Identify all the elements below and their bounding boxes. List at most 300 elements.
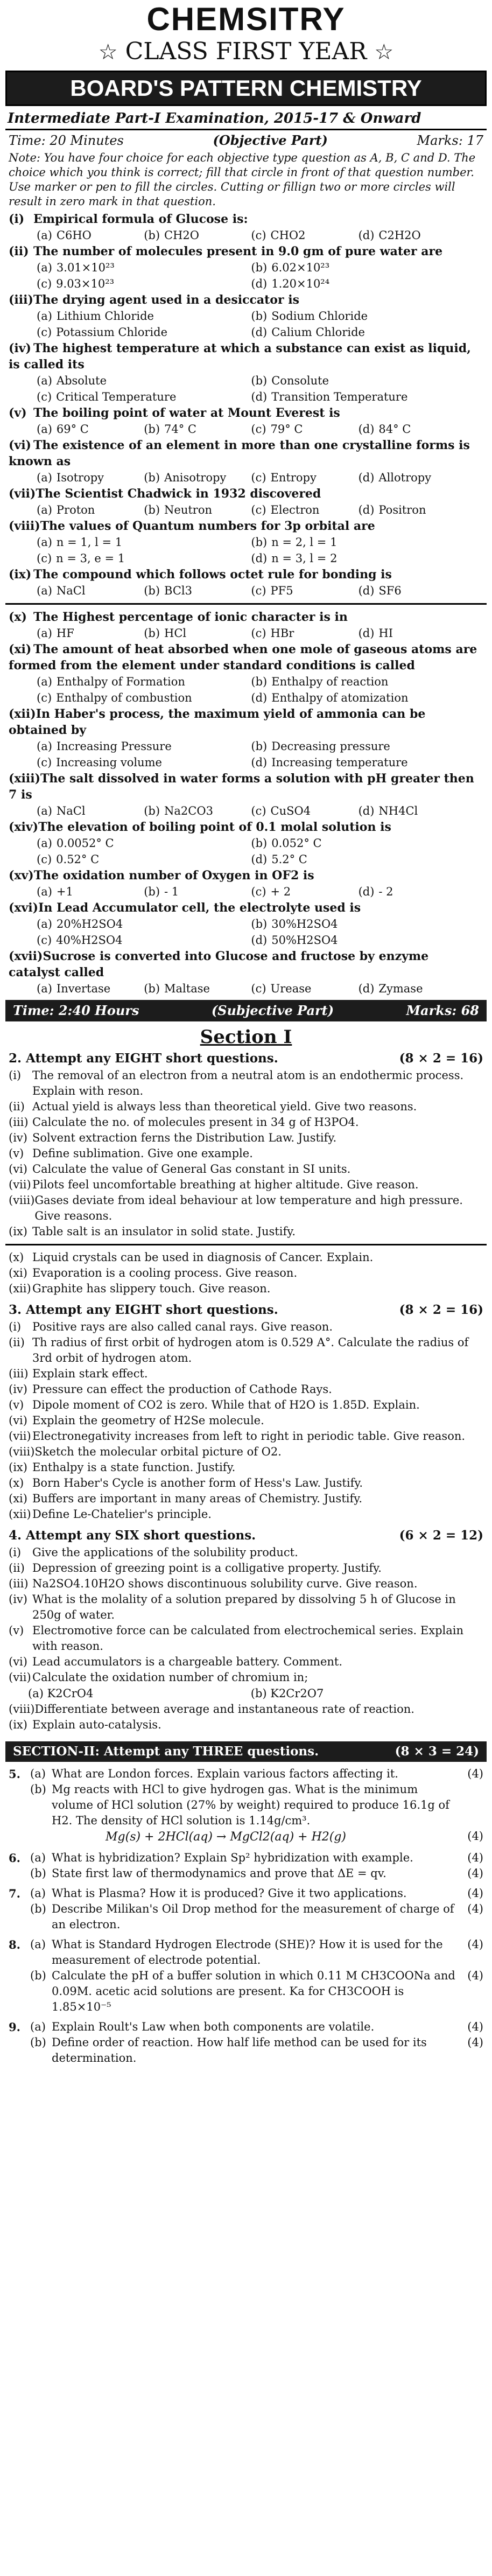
mcq-option <box>251 738 465 754</box>
item-text: Enthalpy is a state function. Justify. <box>32 1461 236 1474</box>
mcq-options <box>9 308 483 340</box>
mcq-number: (vii) <box>9 487 36 501</box>
section2-title: SECTION-II: Attempt any THREE questions. <box>13 1744 319 1759</box>
mcq-number: (ii) <box>9 244 29 258</box>
option-text: Anisotropy <box>164 471 227 484</box>
part-label: (a) <box>30 2020 46 2033</box>
option-label: (c) <box>251 423 266 436</box>
question-marks: (8 × 2 = 16) <box>399 1303 483 1317</box>
option-label: (d) <box>358 804 375 817</box>
short-question-item <box>0 1335 492 1366</box>
option-text: SF6 <box>378 584 402 597</box>
mcq-option <box>37 227 144 243</box>
long-question-number: 9. <box>9 2020 20 2034</box>
item-number: (iv) <box>9 1131 27 1144</box>
mcq-number: (vi) <box>9 438 31 452</box>
section2-bar <box>5 1741 487 1762</box>
short-question-head <box>0 1527 492 1545</box>
long-question-item <box>0 1901 492 1933</box>
item-number: (v) <box>9 1624 24 1637</box>
item-number: (x) <box>9 1476 24 1489</box>
mcq-stem <box>9 292 483 308</box>
spacer <box>0 2015 492 2019</box>
option-text: Isotropy <box>56 471 104 484</box>
option-text: NaCl <box>56 584 86 597</box>
long-question-number <box>9 1866 30 1881</box>
mcq-text: The drying agent used in a desiccator is <box>33 293 299 307</box>
long-question-item <box>0 1866 492 1881</box>
mcq-stem <box>9 948 483 981</box>
option-text: NH4Cl <box>378 804 418 817</box>
long-question-item <box>0 1850 492 1866</box>
option-text: 30%H2SO4 <box>271 918 338 930</box>
option-text: 6.02×10²³ <box>271 261 330 274</box>
option-text: HCl <box>164 627 187 640</box>
mcq-stem <box>9 566 483 583</box>
option-label: (b) <box>251 740 268 753</box>
mcq-option <box>359 625 466 641</box>
mcq-option <box>37 260 251 276</box>
item-text: Calculate the no. of molecules present in 34 g of H3PO4. <box>32 1116 359 1129</box>
item-number: (x) <box>9 1251 24 1264</box>
short-question-item <box>0 1576 492 1592</box>
question-number: 2. <box>9 1051 22 1066</box>
item-number: (iii) <box>9 1367 29 1380</box>
option-text: Decreasing pressure <box>271 740 390 753</box>
option-label: (b) <box>251 374 268 387</box>
option-label: (c) <box>37 934 52 947</box>
option-text: 0.0052° C <box>56 837 114 850</box>
short-question-item <box>0 1224 492 1240</box>
mcq-option <box>37 851 251 867</box>
option-label: (a) <box>37 503 52 516</box>
mcq-question <box>0 243 492 292</box>
short-question-head <box>0 1301 492 1319</box>
short-question-item <box>0 1115 492 1130</box>
mcq-question <box>0 641 492 706</box>
spacer <box>0 1881 492 1886</box>
long-question-item <box>0 1766 492 1782</box>
option-text: Critical Temperature <box>56 390 177 403</box>
mcq-option <box>359 502 466 518</box>
option-text: 40%H2SO4 <box>56 934 123 947</box>
option-label: (b) <box>144 503 160 516</box>
option-text: Zymase <box>378 982 423 995</box>
long-question-marks: (4) <box>467 1938 483 1951</box>
mcq-option <box>251 260 465 276</box>
short-question-item <box>0 1623 492 1654</box>
class-label: CLASS FIRST YEAR <box>125 38 367 65</box>
option-text: - 2 <box>378 885 393 898</box>
mcq-stem <box>9 437 483 470</box>
item-text: Explain auto-catalysis. <box>32 1718 161 1731</box>
long-question-marks: (4) <box>467 1969 483 1982</box>
mcq-options <box>9 674 483 706</box>
mcq-option <box>37 803 144 819</box>
mcq-option <box>359 583 466 599</box>
mcq-option <box>251 851 465 867</box>
divider <box>5 1244 487 1245</box>
short-question-item <box>0 1654 492 1670</box>
option-text: HF <box>56 627 74 640</box>
mcq-question <box>0 211 492 243</box>
option-text: +1 <box>56 885 73 898</box>
class-subtitle <box>0 37 492 67</box>
mcq-option <box>37 754 251 771</box>
option-text: 3.01×10²³ <box>56 261 115 274</box>
mcq-option <box>251 389 465 405</box>
option-text: NaCl <box>56 804 86 817</box>
mcq-option <box>144 227 251 243</box>
mcq-number: (xiii) <box>9 772 41 786</box>
mcq-stem <box>9 867 483 884</box>
short-question-item <box>0 1429 492 1444</box>
option-label: (b) <box>144 423 160 436</box>
mcq-question <box>0 900 492 948</box>
short-question-item <box>0 1250 492 1265</box>
mcq-question <box>0 948 492 997</box>
short-question-item <box>0 1507 492 1522</box>
short-question-item <box>0 1265 492 1281</box>
mcq-question <box>0 706 492 771</box>
mcq-stem <box>9 706 483 738</box>
mcq-options <box>9 470 483 486</box>
item-text: Gases deviate from ideal behaviour at low temperature and high pressure. Give reasons. <box>34 1194 463 1222</box>
mcq-stem <box>9 609 483 625</box>
part-label: (b) <box>30 1969 46 1982</box>
option-label: (a) <box>37 584 52 597</box>
item-text: The removal of an electron from a neutral atom is an endothermic process. Explain with reson. <box>32 1069 464 1097</box>
long-question-item <box>0 1968 492 2015</box>
option-label: (b) <box>144 584 160 597</box>
option-text: n = 3, l = 2 <box>271 552 338 565</box>
option-text: Enthalpy of combustion <box>56 691 192 704</box>
mcq-options <box>9 227 483 243</box>
spacer <box>0 1733 492 1737</box>
mcq-list <box>0 211 492 997</box>
item-text: Th radius of first orbit of hydrogen atom is 0.529 A°. Calculate the radius of 3rd orbit of hydrogen atom. <box>32 1336 469 1364</box>
option-label: (a) <box>37 310 52 323</box>
mcq-question <box>0 609 492 641</box>
option-label: (b) <box>144 471 160 484</box>
mcq-option <box>251 835 465 851</box>
mcq-stem <box>9 405 483 421</box>
option-text: CHO2 <box>270 229 306 242</box>
short-question-item <box>0 1193 492 1224</box>
item-number: (i) <box>9 1546 22 1559</box>
long-question-marks: (4) <box>467 1887 483 1900</box>
option-text: Maltase <box>164 982 210 995</box>
item-text: Positive rays are also called canal rays. Give reason. <box>32 1320 333 1333</box>
option-label: (b) <box>144 982 160 995</box>
mcq-option <box>37 981 144 997</box>
item-number: (xii) <box>9 1508 31 1521</box>
part-label: (a) <box>30 1851 46 1864</box>
mcq-option <box>144 421 251 437</box>
section2-marks: (8 × 3 = 24) <box>395 1744 479 1759</box>
long-question-marks: (4) <box>467 1851 483 1864</box>
mcq-options <box>9 803 483 819</box>
item-number: (vii) <box>9 1671 31 1684</box>
option-label: (d) <box>251 277 268 290</box>
long-question-item <box>0 2019 492 2035</box>
mcq-number: (xvii) <box>9 949 43 963</box>
long-question-text: What is Standard Hydrogen Electrode (SHE)? How it is used for the measurement of electrode potential. <box>52 1938 443 1966</box>
option-label: (a) <box>37 675 52 688</box>
mcq-number: (xiv) <box>9 820 39 834</box>
short-question-item <box>0 1319 492 1335</box>
option-label: (a) <box>37 837 52 850</box>
mcq-text: The number of molecules present in 9.0 gm of pure water are <box>33 244 443 258</box>
mcq-option <box>359 470 466 486</box>
option-text: C2H2O <box>378 229 421 242</box>
objective-part: (Objective Part) <box>213 132 328 148</box>
mcq-option <box>251 803 358 819</box>
long-question-number <box>9 1829 30 1846</box>
mcq-option <box>251 421 358 437</box>
mcq-option <box>144 981 251 997</box>
option-text: 0.052° C <box>271 837 322 850</box>
option-label: (d) <box>251 853 268 866</box>
mcq-text: The salt dissolved in water forms a solution with pH greater then 7 is <box>9 772 474 802</box>
mcq-option <box>37 674 251 690</box>
short-question-title <box>9 1528 256 1544</box>
item-number: (xii) <box>9 1282 31 1295</box>
mcq-options <box>9 835 483 867</box>
mcq-stem <box>9 518 483 534</box>
divider <box>5 603 487 605</box>
item-text: Actual yield is always less than theoretical yield. Give two reasons. <box>32 1100 417 1113</box>
spacer <box>0 1933 492 1937</box>
long-question-item <box>0 2035 492 2066</box>
option-label: (a) <box>37 918 52 930</box>
mcq-question <box>0 819 492 867</box>
mcq-text: The existence of an element in more than one crystalline forms is known as <box>9 438 470 468</box>
mcq-text: The amount of heat absorbed when one mole of gaseous atoms are formed from the element under standard conditions is called <box>9 642 477 673</box>
sub-option: (b) K2Cr2O7 <box>250 1687 324 1700</box>
option-text: Enthalpy of reaction <box>271 675 389 688</box>
mcq-number: (xvi) <box>9 901 39 915</box>
mcq-question <box>0 437 492 486</box>
mcq-option <box>251 625 358 641</box>
mcq-option <box>251 502 358 518</box>
mcq-option <box>251 324 465 340</box>
item-number: (ii) <box>9 1100 25 1113</box>
item-number: (xi) <box>9 1266 27 1279</box>
option-text: Enthalpy of Formation <box>56 675 185 688</box>
option-text: 9.03×10²³ <box>56 277 115 290</box>
option-text: n = 1, l = 1 <box>56 536 123 549</box>
long-question-text: Mg(s) + 2HCl(aq) → MgCl2(aq) + H2(g) <box>106 1830 347 1844</box>
short-question-item <box>0 1717 492 1733</box>
question-instruction: Attempt any EIGHT short questions. <box>26 1303 278 1317</box>
long-question-number: 8. <box>9 1938 20 1951</box>
short-question-item <box>0 1545 492 1560</box>
option-text: Proton <box>56 503 95 516</box>
mcq-question <box>0 405 492 437</box>
long-question-number <box>9 1968 30 2015</box>
option-text: 74° C <box>164 423 196 436</box>
long-question-text: Calculate the pH of a buffer solution in which 0.11 M CH3COONa and 0.09M. acetic acid solutions are present. Ka for CH3COOH is 1.85×10⁻⁵ <box>52 1969 455 2013</box>
option-label: (b) <box>251 837 268 850</box>
mcq-option <box>251 308 465 324</box>
long-question-text: What is Plasma? How it is produced? Give it two applications. <box>52 1887 407 1900</box>
mcq-options <box>9 534 483 566</box>
option-text: HI <box>378 627 393 640</box>
long-questions <box>0 1766 492 2066</box>
long-question-marks: (4) <box>467 1830 483 1843</box>
option-text: Urease <box>270 982 312 995</box>
option-text: 20%H2SO4 <box>56 918 123 930</box>
mcq-question <box>0 518 492 566</box>
option-label: (c) <box>37 277 52 290</box>
item-number: (vii) <box>9 1430 31 1443</box>
long-question-marks: (4) <box>467 1867 483 1880</box>
short-question-item <box>0 1161 492 1177</box>
mcq-option <box>144 502 251 518</box>
question-marks: (6 × 2 = 12) <box>399 1528 483 1543</box>
mcq-option <box>359 803 466 819</box>
mcq-text: In Haber's process, the maximum yield of ammonia can be obtained by <box>9 707 426 737</box>
mcq-option <box>37 470 144 486</box>
long-question-item <box>0 1829 492 1846</box>
item-text: Evaporation is a cooling process. Give reason. <box>32 1266 298 1279</box>
mcq-number: (viii) <box>9 519 40 533</box>
item-number: (iv) <box>9 1383 27 1396</box>
item-text: Define sublimation. Give one example. <box>32 1147 253 1160</box>
option-label: (a) <box>37 471 52 484</box>
long-question-text: Mg reacts with HCl to give hydrogen gas. What is the minimum volume of HCl solution (27% by weight) required to produce 16.1g of H2. The density of HCl solution is 1.14g/cm³. <box>52 1783 449 1827</box>
mcq-options <box>9 260 483 292</box>
option-text: Na2CO3 <box>164 804 213 817</box>
sub-option: (a) K2CrO4 <box>28 1687 94 1700</box>
mcq-stem <box>9 486 483 502</box>
mcq-option <box>251 583 358 599</box>
option-text: 79° C <box>270 423 303 436</box>
option-text: Neutron <box>164 503 213 516</box>
mcq-option <box>251 932 465 948</box>
mcq-option <box>251 470 358 486</box>
part-label: (a) <box>30 1887 46 1900</box>
long-question-marks: (4) <box>467 1767 483 1780</box>
option-text: 5.2° C <box>271 853 307 866</box>
item-number: (ix) <box>9 1225 27 1238</box>
option-label: (d) <box>358 503 375 516</box>
short-question-item <box>0 1382 492 1397</box>
option-text: PF5 <box>270 584 293 597</box>
mcq-text: Sucrose is converted into Glucose and fructose by enzyme catalyst called <box>9 949 429 979</box>
option-label: (c) <box>251 503 266 516</box>
short-question-item <box>0 1670 492 1685</box>
item-text: Differentiate between average and instantaneous rate of reaction. <box>34 1703 414 1716</box>
short-question-item <box>0 1146 492 1161</box>
question-instruction: Attempt any EIGHT short questions. <box>26 1051 278 1066</box>
mcq-number: (xv) <box>9 869 34 883</box>
option-text: Sodium Chloride <box>271 310 368 323</box>
option-text: - 1 <box>164 885 179 898</box>
star-icon: ☆ <box>98 40 118 65</box>
mcq-option <box>359 227 466 243</box>
option-label: (c) <box>251 229 266 242</box>
mcq-number: (xi) <box>9 642 32 656</box>
long-question-item <box>0 1782 492 1829</box>
item-number: (viii) <box>9 1703 35 1716</box>
long-question-number: 5. <box>9 1767 20 1781</box>
item-text: Pressure can effect the production of Cathode Rays. <box>32 1383 332 1396</box>
objective-marks: Marks: 17 <box>417 133 483 148</box>
option-label: (c) <box>37 390 52 403</box>
short-question-item <box>0 1491 492 1507</box>
option-text: BCl3 <box>164 584 192 597</box>
mcq-number: (iii) <box>9 293 33 307</box>
mcq-option <box>144 884 251 900</box>
option-label: (d) <box>251 552 268 565</box>
item-number: (ix) <box>9 1461 27 1474</box>
mcq-option <box>37 835 251 851</box>
section-title: Section I <box>200 1026 292 1048</box>
option-label: (c) <box>251 804 266 817</box>
item-text: Electromotive force can be calculated from electrochemical series. Explain with reason. <box>32 1624 464 1653</box>
item-number: (vi) <box>9 1655 27 1668</box>
mcq-option <box>37 308 251 324</box>
option-text: Entropy <box>270 471 317 484</box>
short-question-item <box>0 1281 492 1297</box>
option-label: (d) <box>358 627 375 640</box>
long-question-text: Describe Milikan's Oil Drop method for the measurement of charge of an electron. <box>52 1902 454 1931</box>
long-question-number: 6. <box>9 1851 20 1865</box>
mcq-options <box>9 583 483 599</box>
mcq-stem <box>9 340 483 373</box>
item-text: Born Haber's Cycle is another form of Hess's Law. Justify. <box>32 1476 363 1489</box>
option-text: n = 2, l = 1 <box>271 536 338 549</box>
long-question-text: What are London forces. Explain various factors affecting it. <box>52 1767 398 1780</box>
mcq-option <box>251 550 465 566</box>
mcq-option <box>37 276 251 292</box>
long-question-number: 7. <box>9 1887 20 1900</box>
mcq-text: The highest temperature at which a substance can exist as liquid, is called its <box>9 341 471 372</box>
short-questions <box>0 1049 492 1737</box>
option-label: (d) <box>251 390 268 403</box>
mcq-text: The elevation of boiling point of 0.1 molal solution is <box>38 820 391 834</box>
option-label: (a) <box>37 885 52 898</box>
item-number: (i) <box>9 1069 22 1082</box>
option-text: CuSO4 <box>270 804 311 817</box>
objective-note: Note: You have four choice for each objective type question as A, B, C and D. The choice which you think is correct; fill that circle in front of that question number. Use marker or pen to fill the circles. Cutting or fillign two or more circles will result in zero mark in that question. <box>9 151 476 208</box>
mcq-option <box>144 625 251 641</box>
option-label: (c) <box>37 326 52 339</box>
item-text: Solvent extraction ferns the Distribution Law. Justify. <box>32 1131 337 1144</box>
item-number: (ii) <box>9 1336 25 1349</box>
mcq-options <box>9 738 483 771</box>
item-text: Depression of greezing point is a colligative property. Justify. <box>32 1562 382 1574</box>
mcq-number: (i) <box>9 212 25 226</box>
mcq-option <box>251 227 358 243</box>
option-label: (d) <box>251 756 268 769</box>
question-instruction: Attempt any SIX short questions. <box>26 1528 256 1543</box>
mcq-number: (xii) <box>9 707 36 721</box>
mcq-text: In Lead Accumulator cell, the electrolyte used is <box>38 901 361 915</box>
option-label: (b) <box>251 675 268 688</box>
option-text: 1.20×10²⁴ <box>271 277 330 290</box>
mcq-question <box>0 771 492 819</box>
item-number: (vi) <box>9 1163 27 1175</box>
option-label: (d) <box>251 934 268 947</box>
mcq-options <box>9 373 483 405</box>
short-question-item <box>0 1130 492 1146</box>
item-text: Pilots feel uncomfortable breathing at higher altitude. Give reason. <box>32 1178 419 1191</box>
option-label: (a) <box>37 536 52 549</box>
mcq-text: The values of Quantum numbers for 3p orbital are <box>40 519 375 533</box>
